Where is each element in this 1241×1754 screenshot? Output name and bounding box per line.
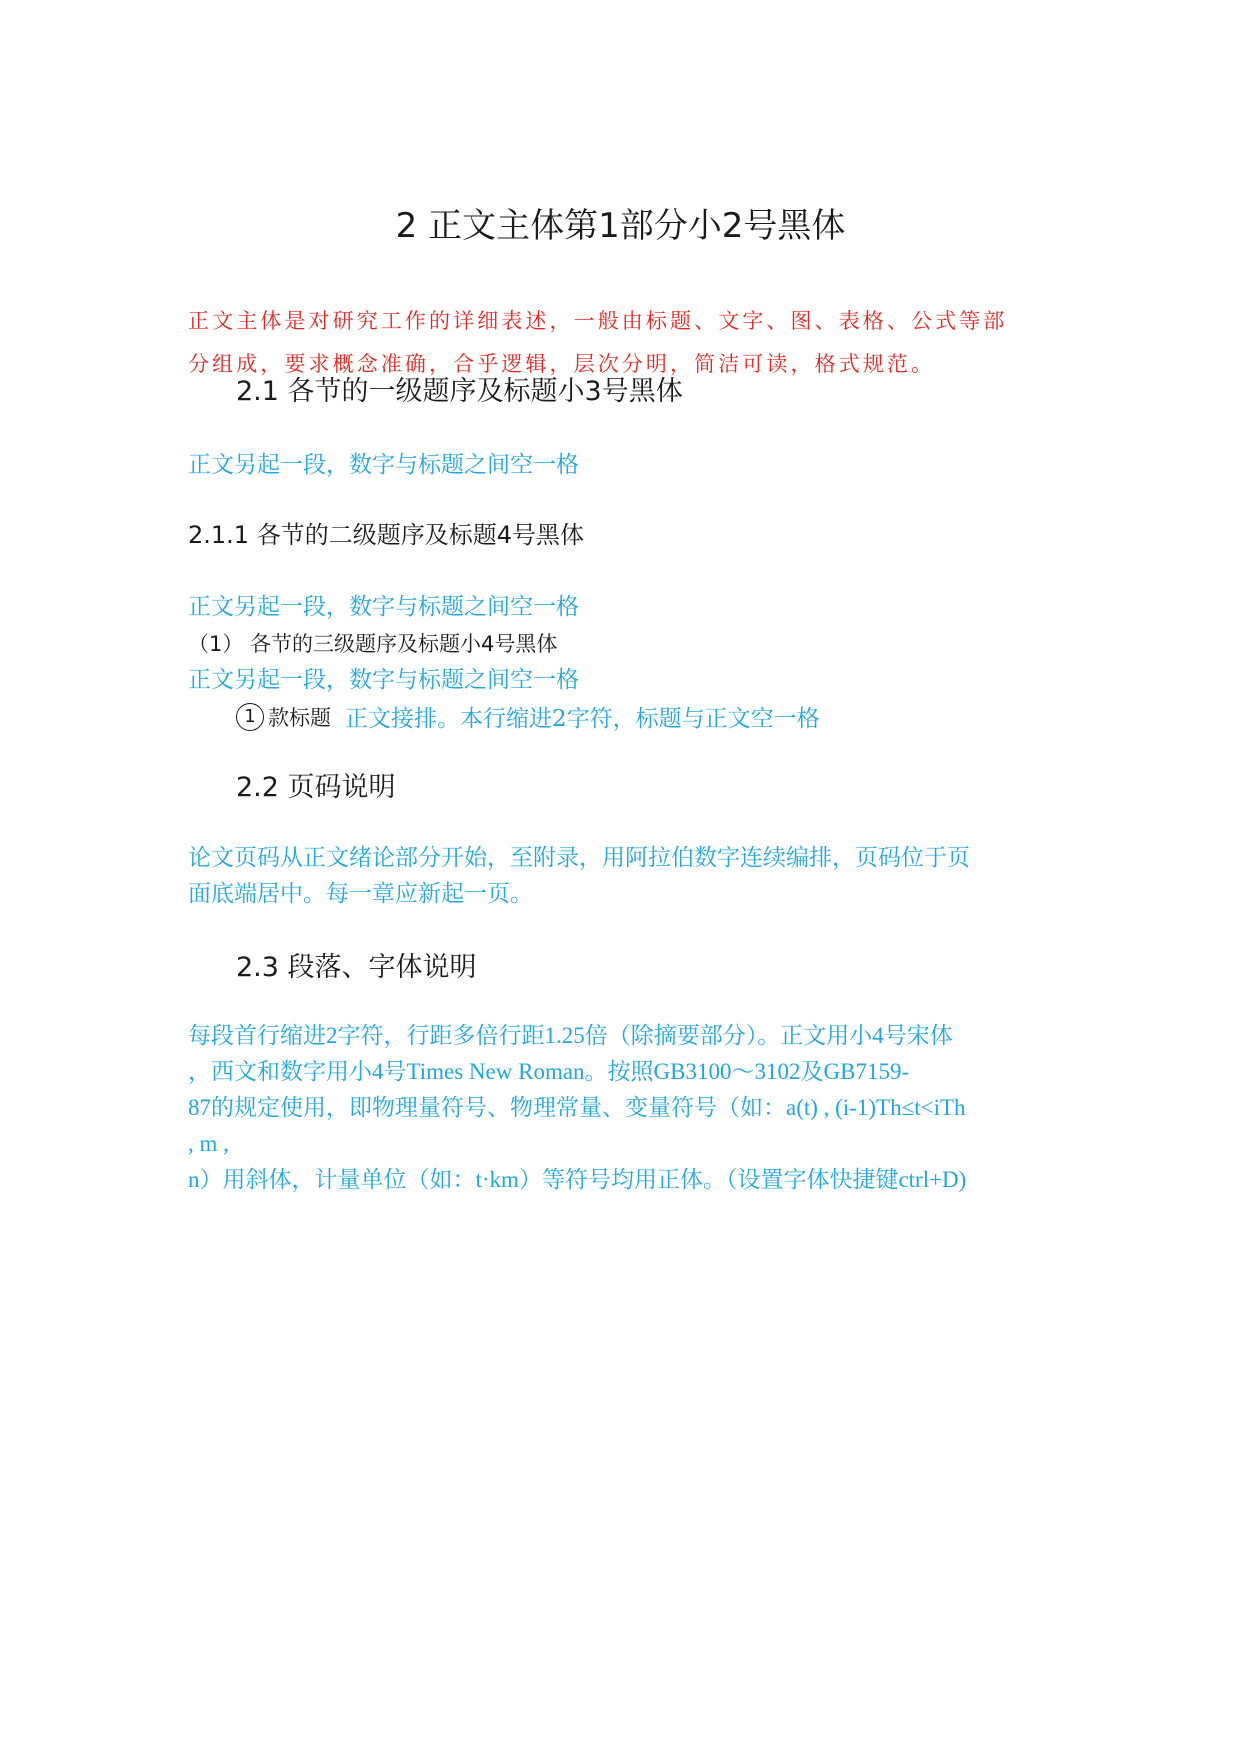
paragraph-line: 87的规定使用，即物理量符号、物理常量、变量符号（如：a(t) , (i-1)Th≤t<iTh (188, 1095, 966, 1120)
kuan-title: 款标题 (268, 705, 331, 730)
section-heading-2-2: 2.2 页码说明 (236, 772, 396, 803)
intro-line: 正文主体是对研究工作的详细表述，一般由标题、文字、图、表格、公式等部 (188, 309, 1008, 333)
section-heading-2-3: 2.3 段落、字体说明 (236, 952, 477, 983)
chapter-title: 2 正文主体第1部分小2号黑体 (395, 206, 846, 246)
intro-line: 分组成，要求概念准确，合乎逻辑，层次分明，简洁可读，格式规范。 (188, 352, 936, 376)
section-heading-2-1: 2.1 各节的一级题序及标题小3号黑体 (236, 376, 683, 407)
section-2-2-paragraph (188, 840, 970, 912)
paragraph-line: 每段首行缩进2字符，行距多倍行距1.25倍（除摘要部分）。正文用小4号宋体 (188, 1023, 953, 1048)
section-heading-2-1-1: 2.1.1 各节的二级题序及标题4号黑体 (188, 521, 584, 549)
paragraph-line: ，西文和数字用小4号Times New Roman。按照GB3100～3102及GB7159- (188, 1059, 910, 1084)
section-2-1-1-paragraph: 正文另起一段，数字与标题之间空一格 (188, 594, 579, 620)
subsection-heading-1: （1） 各节的三级题序及标题小4号黑体 (188, 632, 558, 656)
section-2-1-paragraph: 正文另起一段，数字与标题之间空一格 (188, 452, 579, 478)
circled-number: 1 (236, 703, 264, 731)
paragraph-line: n）用斜体，计量单位（如：t·km）等符号均用正体。（设置字体快捷键ctrl+D) (188, 1167, 967, 1192)
paragraph-line: , m , (188, 1131, 229, 1156)
paragraph-line: 面底端居中。每一章应新起一页。 (188, 881, 533, 907)
subsection-1-paragraph: 正文另起一段，数字与标题之间空一格 (188, 667, 579, 693)
section-2-3-paragraph (188, 1018, 966, 1198)
kuan-line (236, 700, 820, 733)
paragraph-line: 论文页码从正文绪论部分开始，至附录，用阿拉伯数字连续编排，页码位于页 (188, 845, 970, 871)
kuan-body: 正文接排。本行缩进2字符，标题与正文空一格 (345, 706, 820, 732)
